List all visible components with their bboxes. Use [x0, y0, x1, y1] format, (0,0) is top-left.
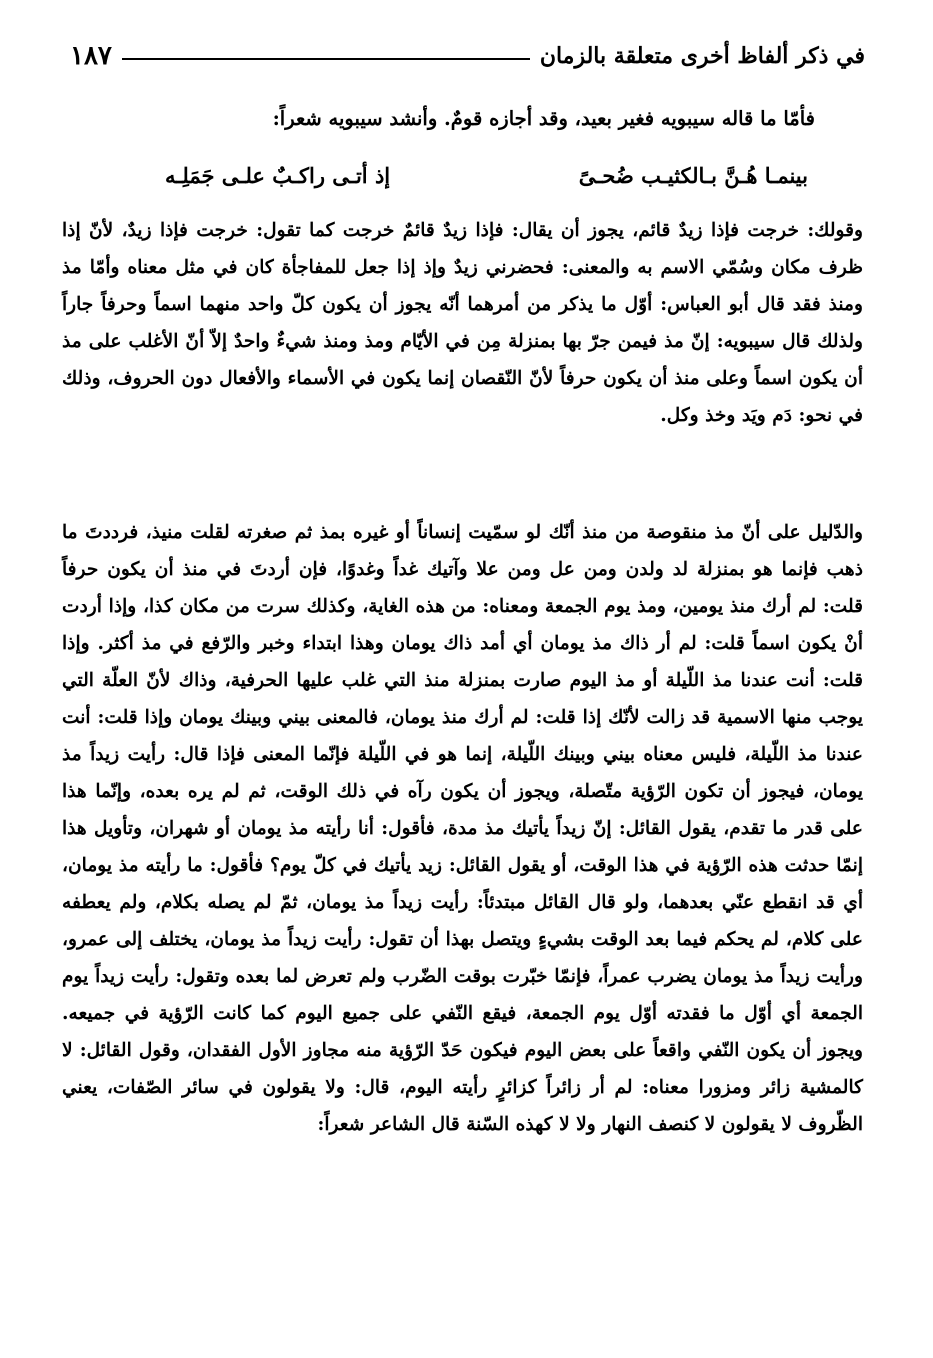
header-title: في ذكر ألفاظ أخرى متعلقة بالزمان [539, 43, 865, 69]
verse-second-hemistich: إذ أتـى راكـبٌ علـى جَمَلِـه [165, 162, 391, 188]
verse-first-hemistich: بينمـا هُـنَّ بـالكثيـب ضُحـىً [578, 162, 808, 188]
poetry-verse [165, 155, 808, 195]
paragraph-1: وقولك: خرجت فإذا زيدٌ قائم، يجوز أن يقال: فإذا زيدٌ قائمٌ خرجت كما تقول: خرجت فإذا زيدٌ، لأنّ إذا ظرف مكان وسُمّي الاسم به والمعنى: فحضرني زيدٌ وإذ إذا جعل للمفاجأة كان في مثل معناه وأمّا مذ ومنذ فقد قال أبو العباس: أوّل ما يذكر من أمرهما أنّه يجوز أن يكون كلّ واحد منهما اسماً وحرفاً جاراً ولذلك قال سيبويه: إنّ مذ فيمن جرّ بها بمنزلة مِن في الأيّام ومذ ومنذ شيءٌ واحدٌ إلاّ أنّ الأغلب على مذ أن يكون اسماً وعلى منذ أن يكون حرفاً لأنّ النّقصان إنما يكون في الأسماء والأفعال دون الحروف، وذلك في نحو: دَم ويَد وخذ وكل. [62, 220, 863, 426]
intro-line: فأمّا ما قاله سيبويه فغير بعيد، وقد أجازه قومٌ. وأنشد سيبويه شعراً: [272, 107, 815, 130]
page-number: ١٨٧ [70, 41, 112, 71]
header-rule [122, 58, 530, 60]
paragraph-2: والدّليل على أنّ مذ منقوصة من منذ أنّك لو سمّيت إنساناً أو غيره بمذ ثم صغرته لقلت منيذ، فرددتَ ما ذهب فإنما هو بمنزلة لد ولدن ومن عل ومن علا وآتيك غداً وغدوًا، فإن أردتَ في منذ أن يكون حرفاً قلت: لم أرك منذ يومين، ومذ يوم الجمعة ومعناه: من هذه الغاية، وكذلك سرت من مكان كذا، وإذا أردت أنْ يكون اسماً قلت: لم أر ذاك مذ يومان أي أمد ذاك يومان وهذا ابتداء وخبر والرّفع في مذ أكثر. وإذا قلت: أنت عندنا مذ اللّيلة أو مذ اليوم صارت بمنزلة منذ التي غلب عليها الحرفية، وذاك لأنّ العلّة التي يوجب منها الاسمية قد زالت لأنّك إذا قلت: لم أرك منذ يومان، فالمعنى بيني وبينك يومان وإذا قلت: أنت عندنا مذ اللّيلة، فليس معناه بيني وبينك اللّيلة، إنما هو في اللّيلة فإنّما المعنى فإذا قال: رأيت زيداً مذ يومان، فيجوز أن تكون الرّؤية متّصلة، ويجوز أن يكون رآه في ذلك الوقت، ثم لم يره بعده، وإنّما هذا على قدر ما تقدم، يقول القائل: إنّ زيداً يأتيك مذ مدة، فأقول: أنا رأيته مذ يومان أو شهران، وتأويل هذا إنمّا حدثت هذه الرّؤية في هذا الوقت، أو يقول القائل: زيد يأتيك في كلّ يوم؟ فأقول: ما رأيته مذ يومان، أي قد انقطع عنّي بعدهما، ولو قال القائل مبتدئاً: رأيت زيداً مذ يومان، ثمّ لم يصله بكلام، ولم يعطفه على كلام، لم يحكم فيما بعد الوقت بشيءٍ ويتصل بهذا أن تقول: رأيت زيداً مذ يومان، يختلف إلى عمرو، ورأيت زيداً مذ يومان يضرب عمراً، فإنمّا خبّرت بوقت الضّرب ولم تعرض لما بعده وتقول: رأيت زيداً يوم الجمعة أي أوّل ما فقدته أوّل يوم الجمعة، فيقع النّفي على جميع اليوم كما كانت الرّؤية في جميعه. ويجوز أن يكون النّفي واقعاً على بعض اليوم فيكون حَدّ الرّؤية منه مجاوز الأول الفقدان، وقول القائل: لا كالمشية زائر ومزورا معناه: لم أر زائراً كزائرٍ رأيته اليوم، قال: ولا يقولون في سائر الصّفات، يعني الظّروف لا يقولون لا كنصف النهار ولا لا كهذه السّنة قال الشاعر شعراً: [62, 522, 863, 1135]
running-header [70, 30, 865, 82]
